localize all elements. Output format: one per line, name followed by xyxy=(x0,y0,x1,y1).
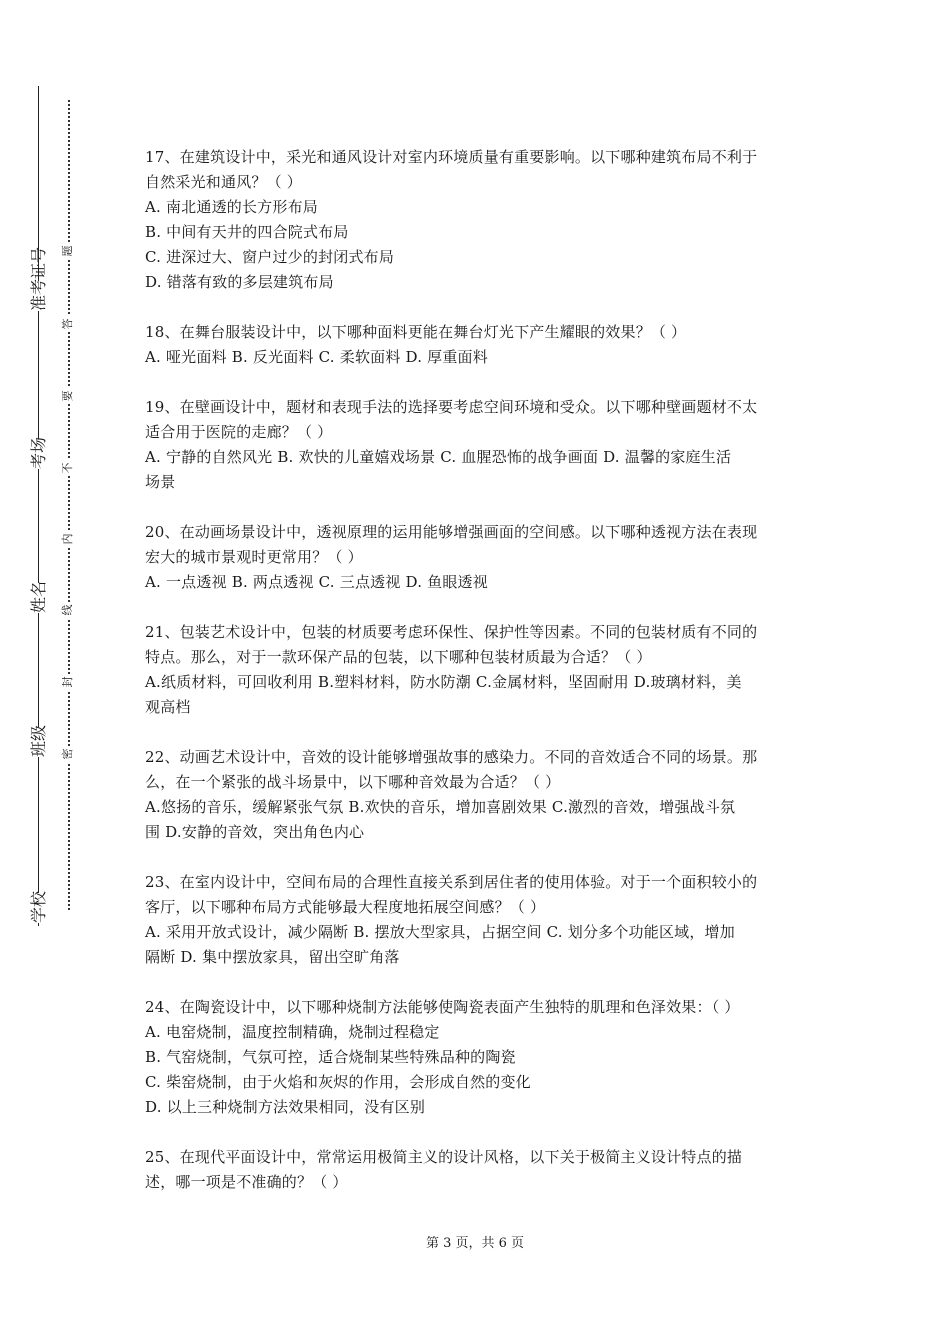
question-options: A.悠扬的音乐，缓解紧张气氛 B.欢快的音乐，增加喜剧效果 C.激烈的音效，增强战斗氛 xyxy=(145,798,736,816)
question-options: 围 D.安静的音效，突出角色内心 xyxy=(145,823,365,841)
question-19 xyxy=(145,395,810,495)
question-17 xyxy=(145,145,810,295)
option-b: B. 气窑烧制，气氛可控，适合烧制某些特殊品种的陶瓷 xyxy=(145,1048,516,1066)
question-23 xyxy=(145,870,810,970)
question-22 xyxy=(145,745,810,845)
seal-char: 内 xyxy=(62,531,74,547)
question-stem: 22、动画艺术设计中，音效的设计能够增强故事的感染力。不同的音效适合不同的场景。那 xyxy=(145,748,758,766)
question-stem: 自然采光和通风？（ ） xyxy=(145,173,302,191)
question-stem: 18、在舞台服装设计中，以下哪种面料更能在舞台灯光下产生耀眼的效果？（ ） xyxy=(145,323,687,341)
question-options: A. 哑光面料 B. 反光面料 C. 柔软面料 D. 厚重面料 xyxy=(145,348,488,366)
seal-char: 封 xyxy=(62,674,74,690)
question-stem: 19、在壁画设计中，题材和表现手法的选择要考虑空间环境和受众。以下哪种壁画题材不太 xyxy=(145,398,758,416)
question-options: A.纸质材料，可回收利用 B.塑料材料，防水防潮 C.金属材料，坚固耐用 D.玻璃材料，美 xyxy=(145,673,742,691)
question-stem: 21、包装艺术设计中，包装的材质要考虑环保性、保护性等因素。不同的包装材质有不同的 xyxy=(145,623,758,641)
option-a: A. 电窑烧制，温度控制精确，烧制过程稳定 xyxy=(145,1023,440,1041)
seal-char: 不 xyxy=(62,460,74,476)
question-21 xyxy=(145,620,810,720)
question-stem: 23、在室内设计中，空间布局的合理性直接关系到居住者的使用体验。对于一个面积较小的 xyxy=(145,873,758,891)
question-stem: 25、在现代平面设计中，常常运用极简主义的设计风格，以下关于极简主义设计特点的描 xyxy=(145,1148,743,1166)
seal-char: 要 xyxy=(62,388,74,404)
question-25 xyxy=(145,1145,810,1195)
question-options: A. 采用开放式设计，减少隔断 B. 摆放大型家具，占据空间 C. 划分多个功能区域，增加 xyxy=(145,923,735,941)
question-stem: 客厅，以下哪种布局方式能够最大程度地拓展空间感？（ ） xyxy=(145,898,546,916)
question-stem: 17、在建筑设计中，采光和通风设计对室内环境质量有重要影响。以下哪种建筑布局不利于 xyxy=(145,148,758,166)
question-options: A. 一点透视 B. 两点透视 C. 三点透视 D. 鱼眼透视 xyxy=(145,573,488,591)
seal-char: 答 xyxy=(62,316,74,332)
option-c: C. 柴窑烧制，由于火焰和灰烬的作用，会形成自然的变化 xyxy=(145,1073,531,1091)
question-stem: 宏大的城市景观时更常用？（ ） xyxy=(145,548,363,566)
option-a: A. 南北通透的长方形布局 xyxy=(145,198,318,216)
question-options: 场景 xyxy=(145,473,176,491)
question-18 xyxy=(145,320,810,370)
question-stem: 特点。那么，对于一款环保产品的包装，以下哪种包装材质最为合适？（ ） xyxy=(145,648,652,666)
option-d: D. 错落有致的多层建筑布局 xyxy=(145,273,334,291)
class-label: 班级 xyxy=(29,724,48,757)
question-options: A. 宁静的自然风光 B. 欢快的儿童嬉戏场景 C. 血腥恐怖的战争画面 D. 温馨的家庭生活 xyxy=(145,448,732,466)
seal-char: 题 xyxy=(62,243,74,259)
binding-margin xyxy=(0,0,110,1344)
question-stem: 么，在一个紧张的战斗场景中，以下哪种音效最为合适？（ ） xyxy=(145,773,561,791)
question-options: 观高档 xyxy=(145,698,191,716)
question-options: 隔断 D. 集中摆放家具，留出空旷角落 xyxy=(145,948,400,966)
question-list xyxy=(145,145,810,1220)
exam-id-label: 准考证号 xyxy=(29,246,48,311)
option-d: D. 以上三种烧制方法效果相同，没有区别 xyxy=(145,1098,426,1116)
question-stem: 适合用于医院的走廊？（ ） xyxy=(145,423,333,441)
question-stem: 述，哪一项是不准确的？（ ） xyxy=(145,1173,348,1191)
seal-char: 线 xyxy=(62,602,74,618)
binding-solid-line xyxy=(38,86,39,926)
option-c: C. 进深过大、窗户过少的封闭式布局 xyxy=(145,248,395,266)
question-stem: 24、在陶瓷设计中，以下哪种烧制方法能够使陶瓷表面产生独特的肌理和色泽效果：（ ） xyxy=(145,998,740,1016)
question-stem: 20、在动画场景设计中，透视原理的运用能够增强画面的空间感。以下哪种透视方法在表现 xyxy=(145,523,758,541)
question-24 xyxy=(145,995,810,1120)
name-label: 姓名 xyxy=(29,580,48,613)
seal-char: 密 xyxy=(62,746,74,762)
page-number: 第 3 页，共 6 页 xyxy=(425,1236,525,1251)
option-b: B. 中间有天井的四合院式布局 xyxy=(145,223,349,241)
exam-room-label: 考场 xyxy=(29,436,48,469)
question-20 xyxy=(145,520,810,595)
school-label: 学校 xyxy=(29,890,48,923)
seal-dotted-line xyxy=(68,100,70,910)
